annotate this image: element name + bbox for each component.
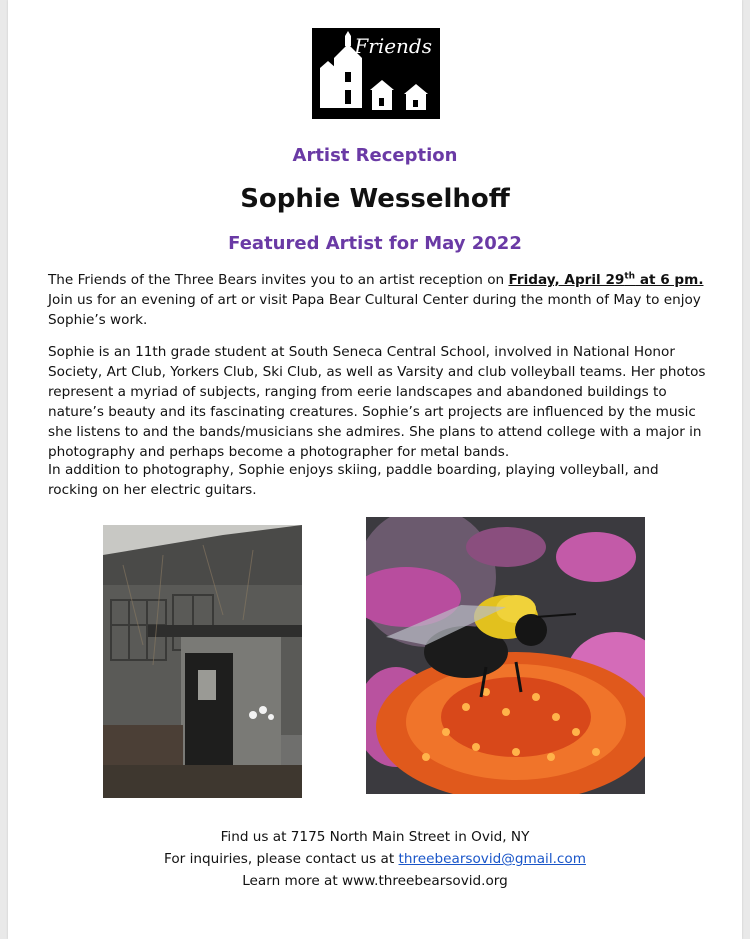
inquiries-line [8, 851, 742, 867]
featured-artist-heading: Featured Artist for May 2022 [228, 233, 522, 254]
reception-date-main: Friday, April 29 [508, 272, 625, 288]
reception-heading: Artist Reception [292, 145, 458, 166]
email-link[interactable]: threebearsovid@gmail.com [398, 851, 586, 867]
flyer-page [8, 0, 742, 939]
reception-time: at 6 pm. [635, 272, 704, 288]
logo-text: Friends [354, 34, 432, 58]
intro-paragraph [48, 270, 708, 330]
bee-on-coneflower-photo [366, 517, 645, 794]
bio-paragraph: Sophie is an 11th grade student at South Seneca Central School, involved in National Honor Society, Art Club, Yorkers Club, Ski Club, as well as Varsity and club volleyball teams. Her photos represent a myriad of subjects, ranging from eerie landscapes and abandoned buildings to nature’s beauty and its fascinating creatures. Sophie’s art projects are influenced by the music she listens to and the bands/musicians she admires. She plans to attend college with a major in photography and perhaps become a photographer for metal bands. [48, 344, 706, 460]
artist-name-heading: Sophie Wesselhoff [240, 184, 510, 214]
website-line: Learn more at www.threebearsovid.org [242, 873, 508, 889]
friends-logo [312, 28, 440, 119]
inquiries-prefix: For inquiries, please contact us at [164, 851, 399, 867]
reception-date-suffix: th [624, 271, 636, 282]
intro-text-after: Join us for an evening of art or visit Papa Bear Cultural Center during the month of May to enjoy Sophie’s work. [48, 292, 701, 328]
address-line: Find us at 7175 North Main Street in Ovid, NY [220, 829, 530, 845]
hobbies-paragraph: In addition to photography, Sophie enjoys skiing, paddle boarding, playing volleyball, and rocking on her electric guitars. [48, 462, 659, 498]
intro-text-before: The Friends of the Three Bears invites you to an artist reception on [48, 272, 509, 288]
reception-date [508, 272, 703, 288]
abandoned-building-photo [103, 525, 302, 798]
